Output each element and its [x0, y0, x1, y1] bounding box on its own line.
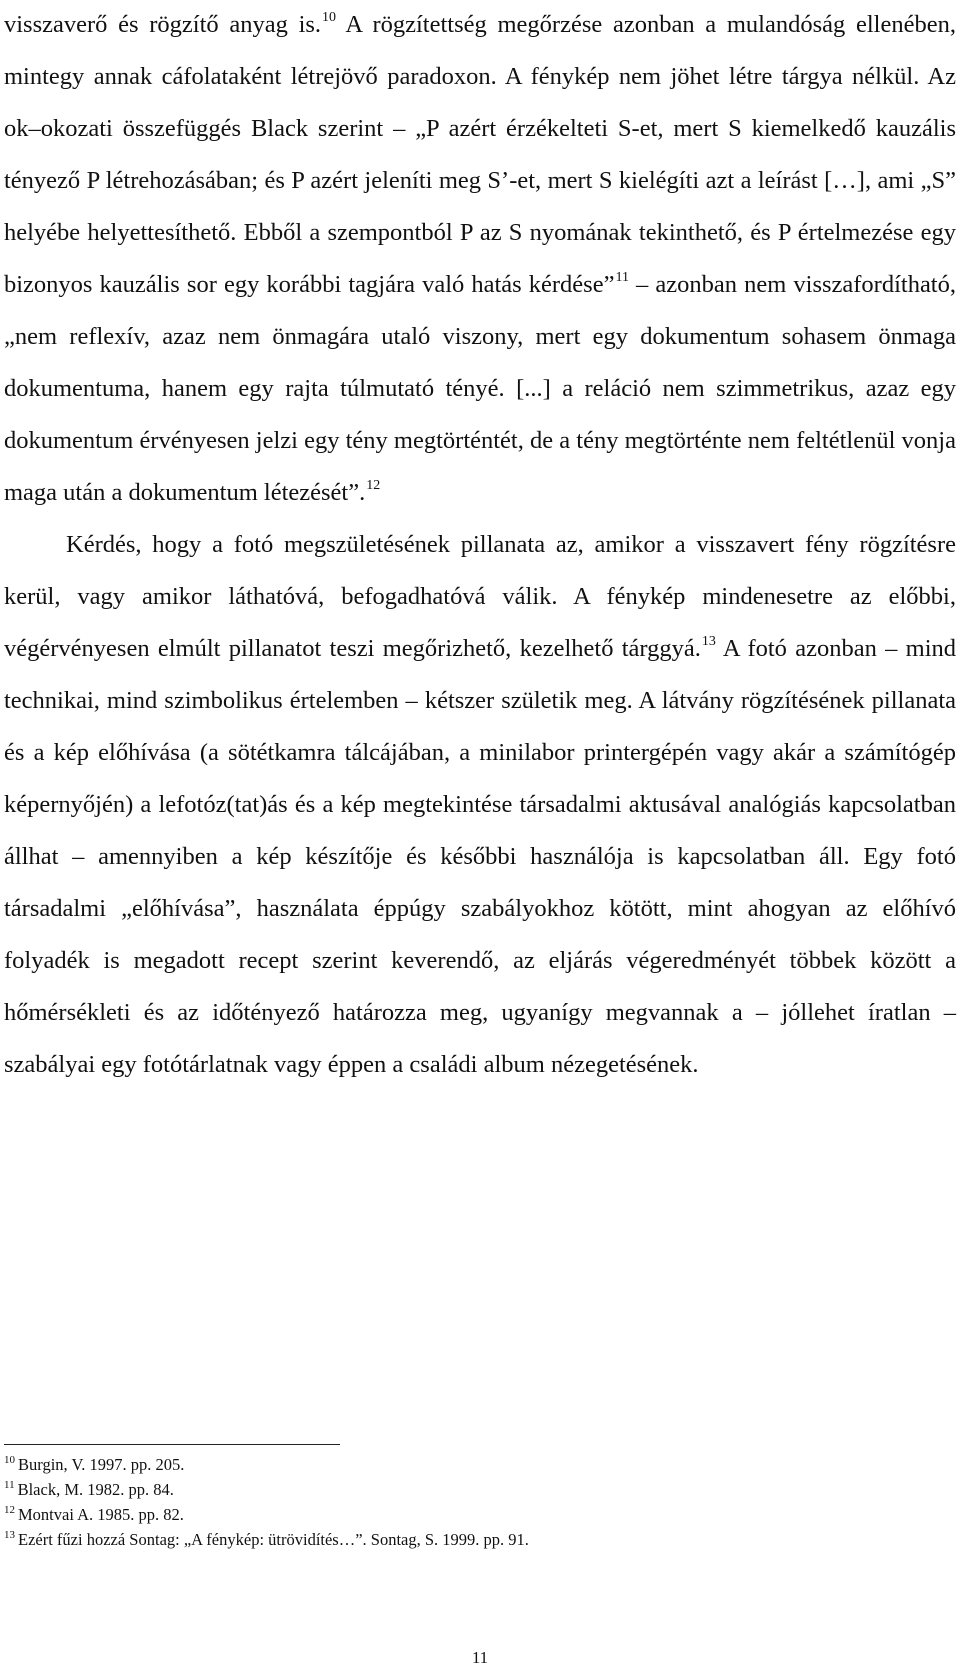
paragraph-2 — [4, 519, 956, 1091]
paragraph-1-text-a: visszaverő és rögzítő anyag is. — [4, 11, 322, 38]
footnotes — [4, 1452, 956, 1552]
footnote-number: 12 — [4, 1504, 15, 1516]
footnote-ref-11[interactable]: 11 — [615, 270, 629, 285]
footnote-text: Ezért fűzi hozzá Sontag: „A fénykép: ütrövidítés…”. Sontag, S. 1999. pp. 91. — [18, 1530, 529, 1549]
footnote-ref-10[interactable]: 10 — [322, 10, 337, 25]
footnote-text: Burgin, V. 1997. pp. 205. — [18, 1455, 185, 1474]
paragraph-1 — [4, 0, 956, 519]
footnote-10 — [4, 1452, 956, 1477]
footnote-ref-12[interactable]: 12 — [366, 478, 381, 493]
footnote-number: 13 — [4, 1529, 15, 1541]
footnote-12 — [4, 1502, 956, 1527]
footnote-separator — [4, 1444, 340, 1445]
document-page — [4, 0, 956, 1679]
footnote-number: 11 — [4, 1479, 15, 1491]
paragraph-1-text-c: – azonban nem visszafordítható, „nem reflexív, azaz nem önmagára utaló viszony, mert egy dokumentum sohasem önmaga dokumentuma, hanem egy rajta túlmutató tényé. [...] a reláció nem szimmetrikus, azaz egy dokumentum érvényesen jelzi egy tény megtörténtét, de a tény megtörténte nem feltétlenül vonja maga után a dokumentum létezését”. — [4, 271, 956, 506]
footnote-13 — [4, 1527, 956, 1552]
footnote-text: Black, M. 1982. pp. 84. — [17, 1480, 174, 1499]
footnote-number: 10 — [4, 1454, 15, 1466]
paragraph-2-text-b: A fotó azonban – mind technikai, mind szimbolikus értelemben – kétszer születik meg. A látvány rögzítésének pillanata és a kép előhívása (a sötétkamra tálcájában, a minilabor printergépén vagy akár a számítógép képernyőjén) a lefotóz(tat)ás és a kép megtekintése társadalmi aktusával analógiás kapcsolatban állhat – amennyiben a kép készítője és későbbi használója is kapcsolatban áll. Egy fotó társadalmi „előhívása”, használata éppúgy szabályokhoz kötött, mint ahogyan az előhívó folyadék is megadott recept szerint keverendő, az eljárás végeredményét többek között a hőmérsékleti és az időtényező határozza meg, ugyanígy megvannak a – jóllehet íratlan – szabályai egy fotótárlatnak vagy éppen a családi album nézegetésének. — [4, 635, 956, 1078]
footnote-ref-13[interactable]: 13 — [701, 634, 716, 649]
footnote-11 — [4, 1477, 956, 1502]
paragraph-2-text-a: Kérdés, hogy a fotó megszületésének pillanata az, amikor a visszavert fény rögzítésre kerül, vagy amikor láthatóvá, befogadhatóvá válik. A fénykép mindenesetre az előbbi, végérvényesen elmúlt pillanatot teszi megőrizhető, kezelhető tárggyá. — [4, 531, 956, 662]
page-number: 11 — [471, 1648, 489, 1667]
body-text — [4, 0, 956, 1091]
paragraph-1-text-b: A rögzítettség megőrzése azonban a mulandóság ellenében, mintegy annak cáfolataként létrejövő paradoxon. A fénykép nem jöhet létre tárgya nélkül. Az ok–okozati összefüggés Black szerint – „P azért érzékelteti S-et, mert S kiemelkedő kauzális tényező P létrehozásában; és P azért jeleníti meg S’-et, mert S kielégíti azt a leírást […], ami „S” helyébe helyettesíthető. Ebből a szempontból P az S nyomának tekinthető, és P értelmezése egy bizonyos kauzális sor egy korábbi tagjára való hatás kérdése” — [4, 11, 956, 298]
footnote-text: Montvai A. 1985. pp. 82. — [18, 1505, 184, 1524]
